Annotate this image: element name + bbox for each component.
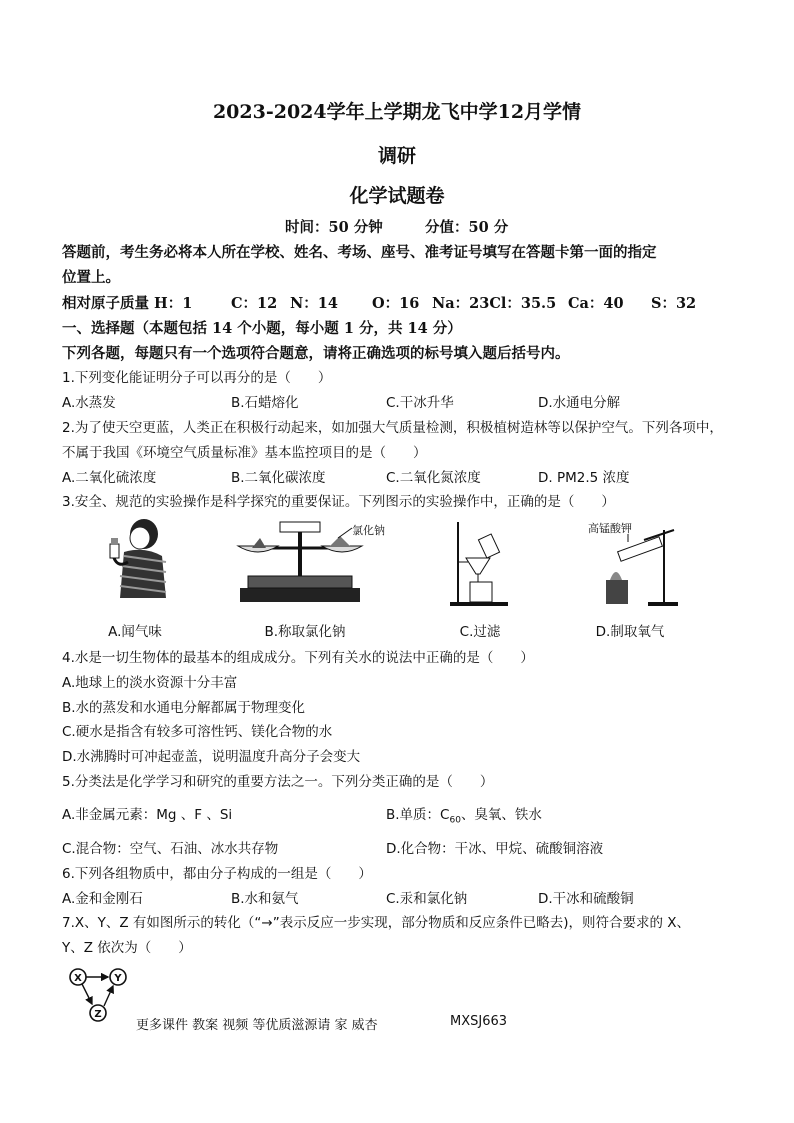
xyz-conversion-diagram: [66, 965, 134, 1025]
q5-option-b-subscript: 60: [449, 815, 461, 826]
q1-option-b: B.石蜡熔化: [231, 395, 299, 411]
q3-option-b: B.称取氯化钠: [264, 624, 346, 640]
q5-stem: 5.分类法是化学学习和研究的重要方法之一。下列分类正确的是（ ）: [62, 774, 494, 790]
q6-option-b: B.水和氨气: [231, 891, 299, 907]
q2-stem-line1: 2.为了使天空更蓝，人类正在积极行动起来，如加强大气质量检测，积极植树造林等以保护空气。下列各项中，: [62, 420, 723, 436]
smelling-gas-illustration: [100, 516, 172, 598]
q5-option-b: [386, 803, 542, 826]
footer-text: 更多课件 教案 视频 等优质滋源请 家 威杏: [136, 1018, 378, 1033]
q3-option-d: D.制取氧气: [595, 624, 665, 640]
q5-option-d: D.化合物：干冰、甲烷、硫酸铜溶液: [386, 841, 604, 857]
exam-time: 时间：50 分钟: [285, 219, 383, 236]
q4-option-d: D.水沸腾时可冲起壶盖，说明温度升高分子会变大: [62, 749, 361, 765]
q4-option-c: C.硬水是指含有较多可溶性钙、镁化合物的水: [62, 724, 333, 740]
q6-stem: 6.下列各组物质中，都由分子构成的一组是（ ）: [62, 866, 372, 882]
q1-option-c: C.干冰升华: [386, 395, 454, 411]
q3-stem: 3.安全、规范的实验操作是科学探究的重要保证。下列图示的实验操作中，正确的是（ ）: [62, 494, 615, 510]
atomic-mass-n: N：14: [290, 295, 338, 312]
exam-score: 分值：50 分: [425, 219, 509, 236]
q3-option-a: A.闻气味: [108, 624, 162, 640]
oxygen-preparation-illustration: [588, 520, 684, 608]
atomic-mass-na-cl: Na：23Cl：35.5: [432, 295, 557, 312]
q6-option-d: D.干冰和硫酸铜: [538, 891, 634, 907]
q2-option-c: C.二氧化氮浓度: [386, 470, 481, 486]
q5-option-a: A.非金属元素：Mg 、F 、Si: [62, 807, 233, 823]
kmno4-label: 高锰酸钾: [588, 522, 632, 535]
node-z-label: Z: [94, 1009, 102, 1020]
q3-option-c: C.过滤: [459, 624, 501, 640]
exam-title-line2: 调研: [377, 145, 416, 167]
notice-line2: 位置上。: [62, 269, 120, 286]
filtration-illustration: [450, 518, 510, 608]
notice-line1: 答题前，考生务必将本人所在学校、姓名、考场、座号、准考证号填写在答题卡第一面的指定: [62, 244, 657, 261]
q2-stem-line2: 不属于我国《环境空气质量标准》基本监控项目的是（ ）: [62, 445, 427, 461]
q2-option-d: D. PM2.5 浓度: [538, 470, 630, 486]
q1-stem: 1.下列变化能证明分子可以再分的是（ ）: [62, 370, 332, 386]
atomic-mass-o: O：16: [372, 295, 420, 312]
atomic-mass-s: S：32: [651, 295, 697, 312]
atomic-mass-h: 相对原子质量 H：1: [62, 295, 193, 312]
q2-option-a: A.二氧化硫浓度: [62, 470, 157, 486]
q1-option-a: A.水蒸发: [62, 395, 116, 411]
q7-stem-line1: 7.X、Y、Z 有如图所示的转化（“→”表示反应一步实现，部分物质和反应条件已略去)，则符合要求的 X、: [62, 915, 691, 931]
q1-option-d: D.水通电分解: [538, 395, 621, 411]
q5-option-b-suffix: 、臭氧、铁水: [460, 807, 542, 823]
footer-code: MXSJ663: [450, 1014, 508, 1029]
q7-stem-line2: Y、Z 依次为（ ）: [62, 940, 192, 956]
arrow-z-to-y: [104, 986, 113, 1006]
q4-stem: 4.水是一切生物体的最基本的组成成分。下列有关水的说法中正确的是（ ）: [62, 650, 534, 666]
q6-option-a: A.金和金刚石: [62, 891, 143, 907]
atomic-mass-c: C：12: [231, 295, 278, 312]
q6-option-c: C.汞和氯化钠: [386, 891, 468, 907]
exam-subtitle: 化学试题卷: [349, 185, 445, 207]
exam-title-line1: 2023-2024学年上学期龙飞中学12月学情: [212, 101, 582, 123]
q5-option-c: C.混合物：空气、石油、冰水共存物: [62, 841, 279, 857]
q4-option-b: B.水的蒸发和水通电分解都属于物理变化: [62, 700, 306, 716]
section-instruction: 下列各题，每题只有一个选项符合题意，请将正确选项的标号填入题后括号内。: [62, 345, 570, 362]
nacl-label: 氯化钠: [352, 524, 385, 537]
q5-option-b-prefix: B.单质：C: [386, 807, 450, 823]
q4-option-a: A.地球上的淡水资源十分丰富: [62, 675, 238, 691]
atomic-mass-ca: Ca：40: [568, 295, 624, 312]
section-heading: 一、选择题（本题包括 14 个小题，每小题 1 分，共 14 分）: [62, 320, 462, 337]
q2-option-b: B.二氧化碳浓度: [231, 470, 326, 486]
arrow-x-to-z: [82, 984, 92, 1004]
balance-scale-illustration: [230, 518, 390, 606]
node-y-label: Y: [114, 973, 122, 984]
node-x-label: X: [74, 973, 82, 984]
